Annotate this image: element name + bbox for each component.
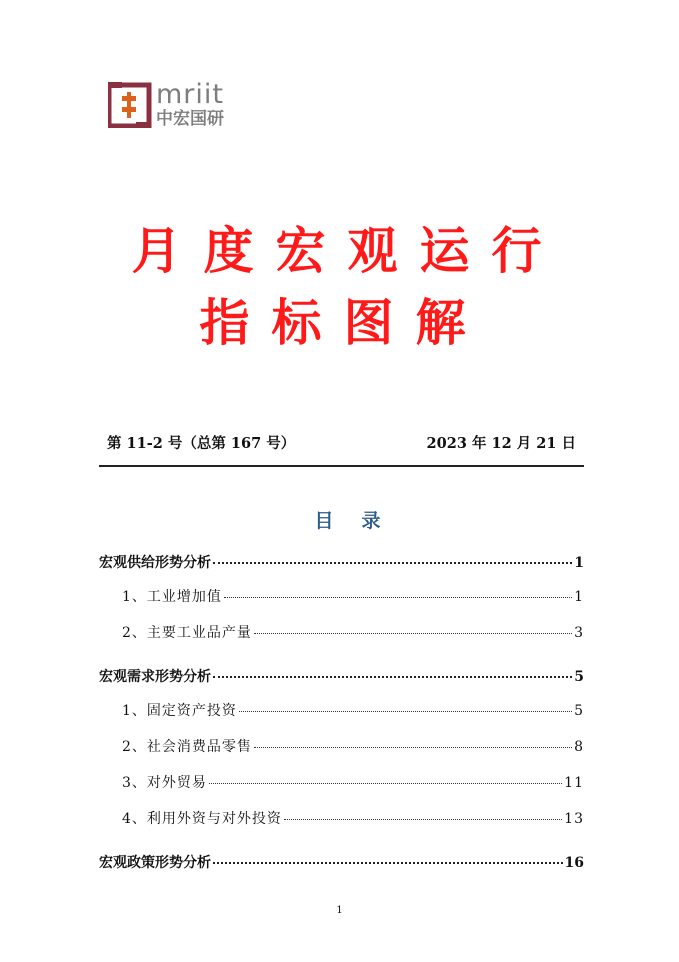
toc-entry-page: 16 (564, 855, 584, 871)
toc-dot-leader (239, 711, 572, 712)
toc-entry[interactable] (122, 700, 584, 720)
toc-entry-page: 3 (574, 625, 584, 641)
toc-entry[interactable] (122, 586, 584, 606)
issue-info-row (99, 432, 584, 456)
toc-entry-label: 宏观政策形势分析 (99, 855, 211, 871)
toc-dot-leader (284, 819, 562, 820)
toc-heading: 目录 (314, 510, 409, 532)
toc-entry-label: 2、主要工业品产量 (122, 625, 252, 641)
toc-entry-page: 13 (564, 811, 584, 827)
toc-entry-label: 4、利用外资与对外投资 (122, 811, 282, 827)
toc-entry-page: 11 (564, 775, 584, 791)
toc-entry-label: 1、工业增加值 (122, 589, 222, 605)
report-title-line2: 指标图解 (199, 294, 488, 352)
toc-entry-page: 1 (574, 589, 584, 605)
toc-dot-leader (224, 597, 572, 598)
toc-entry-label: 2、社会消费品零售 (122, 739, 252, 755)
toc-entry[interactable] (122, 736, 584, 756)
mriit-logo (108, 79, 238, 130)
toc-entry[interactable] (122, 772, 584, 792)
toc-dot-leader (213, 562, 572, 564)
report-title-line1: 月度宏观运行 (131, 222, 564, 280)
toc-entry-label: 宏观供给形势分析 (99, 555, 211, 571)
toc-dot-leader (254, 747, 572, 748)
toc-entry[interactable] (99, 666, 584, 686)
toc-entry[interactable] (99, 852, 584, 872)
header-divider (99, 465, 584, 467)
toc-entry-page: 1 (574, 555, 584, 571)
toc-entry[interactable] (122, 808, 584, 828)
toc-entry-page: 8 (574, 739, 584, 755)
toc-dot-leader (213, 676, 572, 678)
issue-date: 2023 年 12 月 21 日 (426, 435, 576, 452)
logo-brand-text: mriit (156, 79, 224, 110)
toc-entry-page: 5 (574, 703, 584, 719)
page-number: 1 (336, 905, 343, 916)
toc-entry-page: 5 (574, 669, 584, 685)
toc-dot-leader (213, 862, 563, 864)
toc-entry-label: 宏观需求形势分析 (99, 669, 211, 685)
toc-entry-label: 3、对外贸易 (122, 775, 207, 791)
toc-entry[interactable] (99, 552, 584, 572)
toc-entry[interactable] (122, 622, 584, 642)
toc-entry-label: 1、固定资产投资 (122, 703, 237, 719)
toc-dot-leader (209, 783, 562, 784)
issue-number: 第 11-2 号（总第 167 号） (107, 435, 296, 452)
logo-mark-icon (108, 82, 152, 128)
toc-dot-leader (254, 633, 572, 634)
logo-brand-cn-text: 中宏国研 (156, 109, 224, 129)
